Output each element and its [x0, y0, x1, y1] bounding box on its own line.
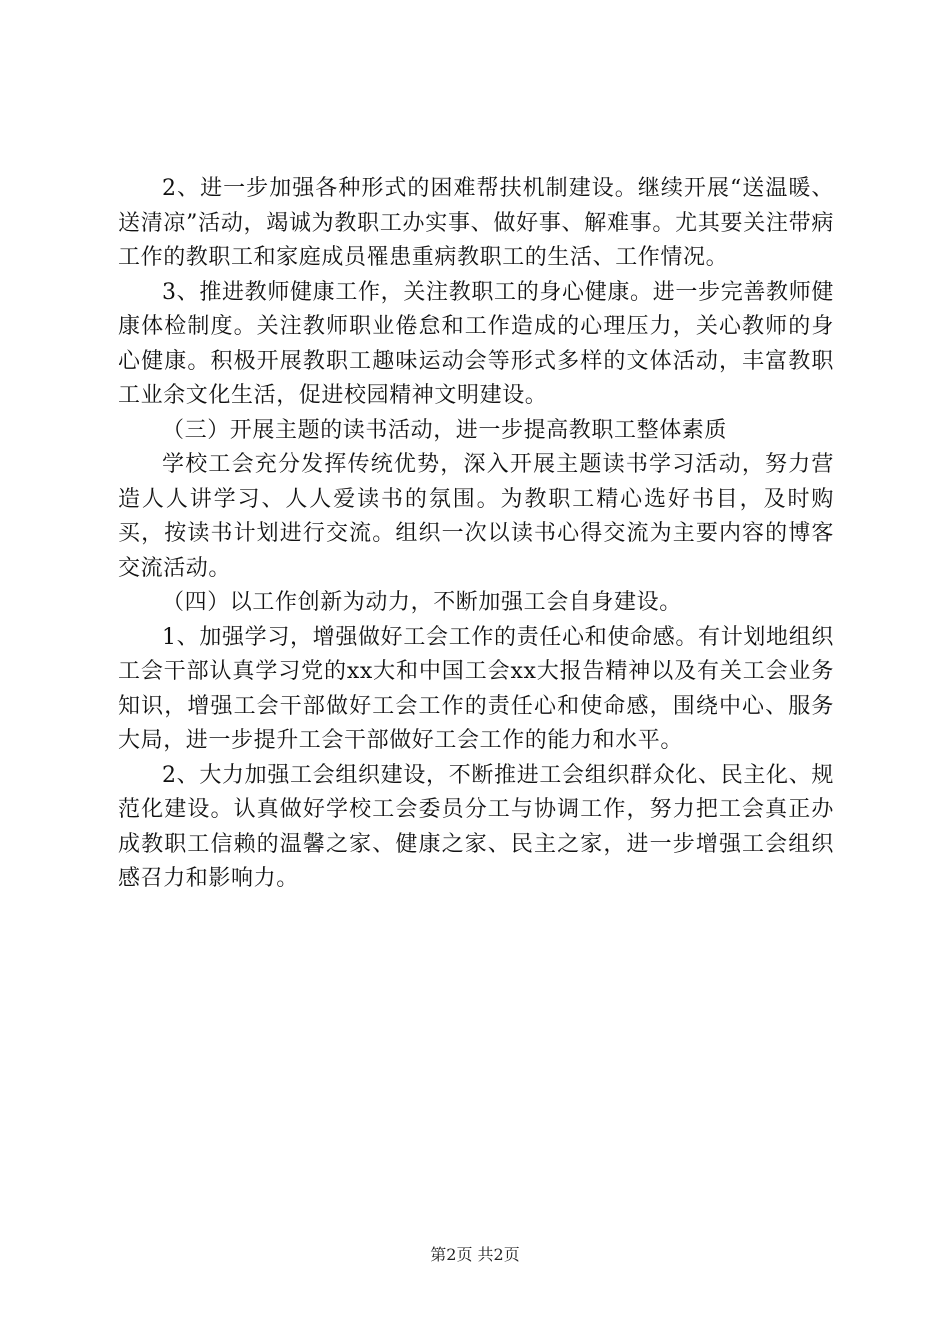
section-heading-reading-activity: （三）开展主题的读书活动，进一步提高教职工整体素质	[162, 417, 728, 443]
paragraph-organization-building: 2、大力加强工会组织建设，不断推进工会组织群众化、民主化、规范化建设。认真做好学校工会委员分工与协调工作，努力把工会真正办成教职工信赖的温馨之家、健康之家、民主之家，进一步增强工会组织感召力和影响力。	[118, 762, 834, 891]
page-number-footer: 第2页 共2页	[430, 1245, 520, 1264]
paragraph-reading-activity: 学校工会充分发挥传统优势，深入开展主题读书学习活动，努力营造人人讲学习、人人爱读书的氛围。为教职工精心选好书目，及时购买，按读书计划进行交流。组织一次以读书心得交流为主要内容的博客交流活动。	[118, 452, 834, 581]
paragraph-strengthen-learning: 1、加强学习，增强做好工会工作的责任心和使命感。有计划地组织工会干部认真学习党的xx大和中国工会xx大报告精神以及有关工会业务知识，增强工会干部做好工会工作的责任心和使命感，围绕中心、服务大局，进一步提升工会干部做好工会工作的能力和水平。	[118, 624, 834, 753]
paragraph-hardship-assistance: 2、进一步加强各种形式的困难帮扶机制建设。继续开展“送温暖、送清凉”活动，竭诚为教职工办实事、做好事、解难事。尤其要关注带病工作的教职工和家庭成员罹患重病教职工的生活、工作情况。	[118, 176, 834, 270]
document-body	[118, 172, 834, 897]
paragraph-teacher-health: 3、推进教师健康工作，关注教职工的身心健康。进一步完善教师健康体检制度。关注教师职业倦怠和工作造成的心理压力，关心教师的身心健康。积极开展教职工趣味运动会等形式多样的文体活动，丰富教职工业余文化生活，促进校园精神文明建设。	[118, 279, 834, 408]
section-heading-union-self-building: （四）以工作创新为动力，不断加强工会自身建设。	[162, 590, 682, 615]
